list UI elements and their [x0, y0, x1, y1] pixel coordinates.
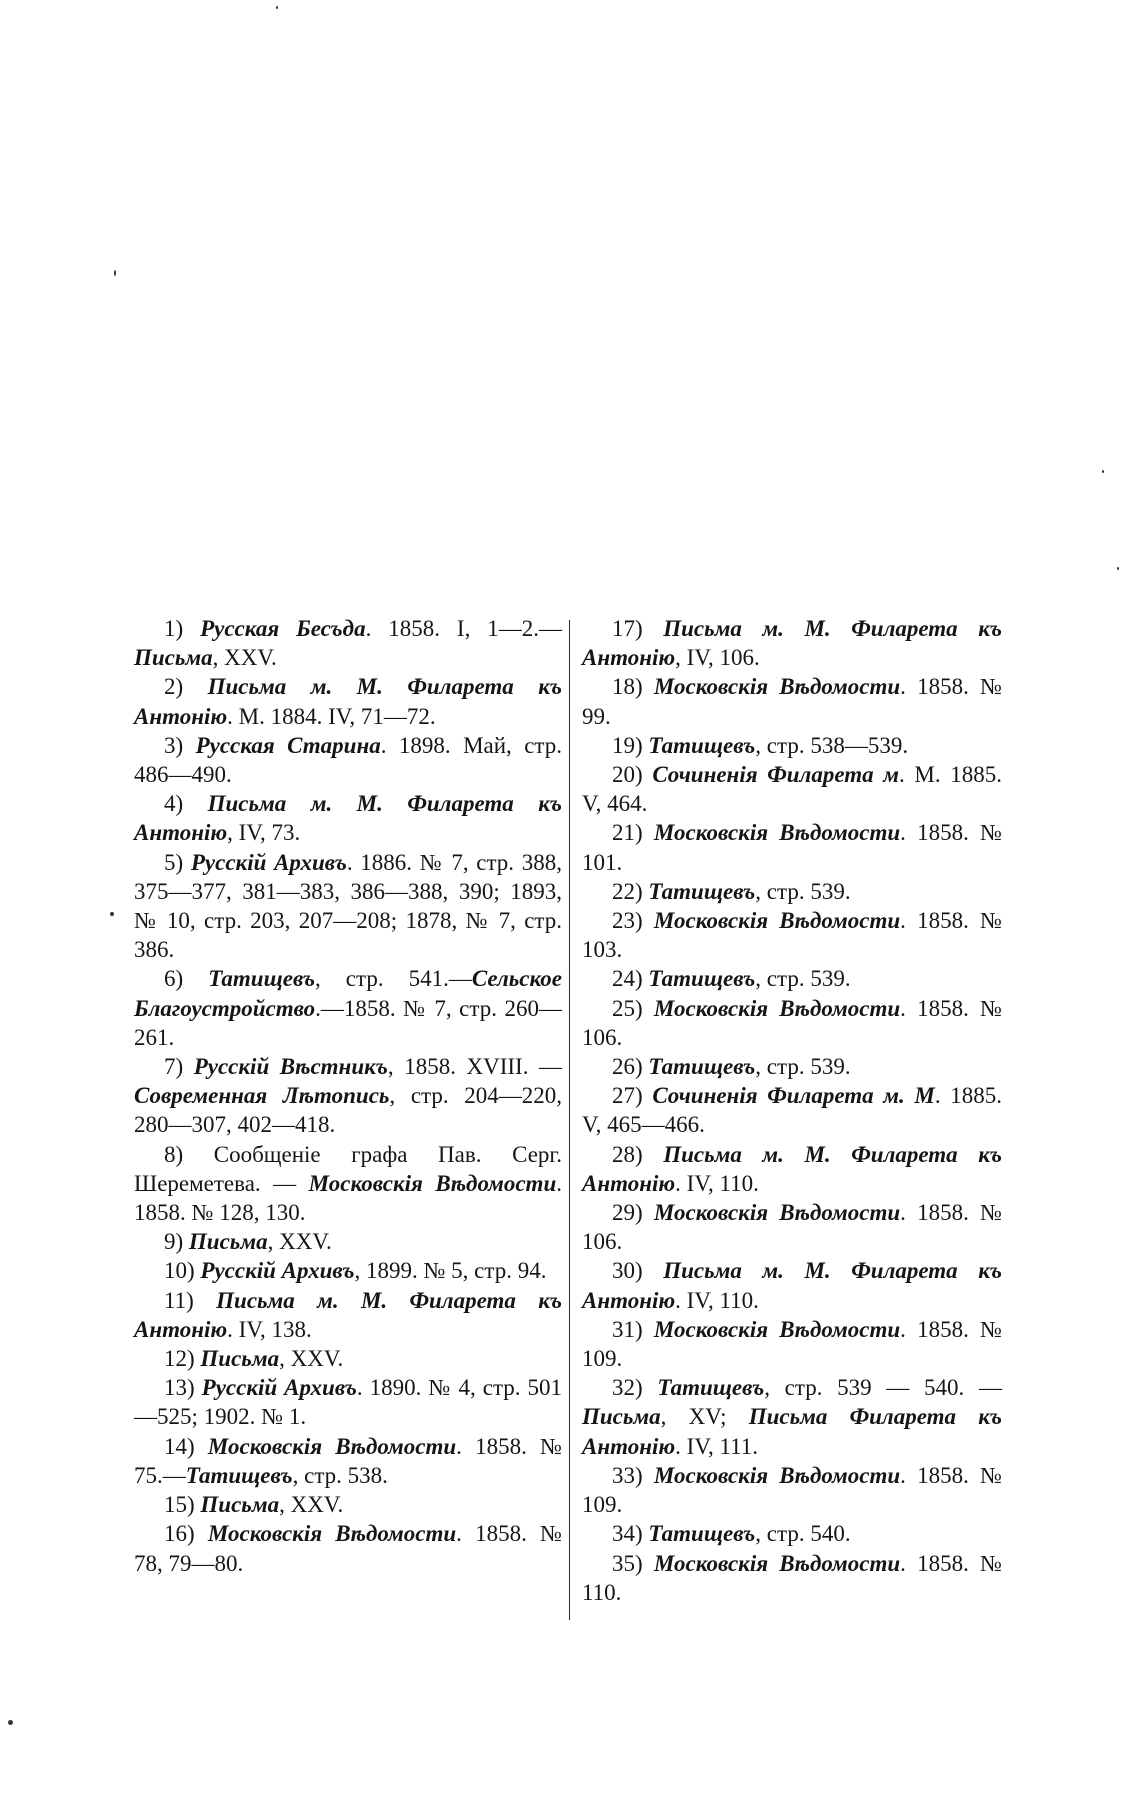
footnote-number: 4): [164, 791, 184, 817]
footnote-number: 8): [164, 1141, 184, 1167]
footnote-title: Татищевъ: [648, 1521, 756, 1547]
footnote-entry: [134, 1286, 562, 1344]
footnote-number: 10): [164, 1258, 195, 1284]
footnote-title: Письма м. М. Филарета къ Антонію: [582, 1141, 1002, 1196]
footnote-number: 22): [612, 878, 643, 904]
footnote-title: Письма: [188, 1229, 268, 1255]
footnote-title: Московскія Вѣдомости: [653, 1200, 901, 1226]
footnote-number: 24): [612, 966, 643, 992]
footnote-title: Московскія Вѣдомости: [207, 1433, 457, 1459]
footnote-number: 32): [612, 1375, 643, 1401]
footnote-text: , XXV.: [279, 1492, 344, 1518]
footnote-title: Письма м. М. Филарета къ Антонію: [134, 674, 562, 729]
footnote-title: Письма: [582, 1404, 661, 1430]
footnote-text: , XV;: [660, 1404, 749, 1430]
footnote-title: Московскія Вѣдомости: [207, 1521, 457, 1547]
footnote-entry: [134, 964, 562, 1052]
footnote-text: .—1858. № 7, стр. 260—261.: [134, 995, 562, 1050]
footnote-title: Письма: [200, 1492, 280, 1518]
footnote-entry: [582, 994, 1002, 1052]
footnote-entry: [582, 1256, 1002, 1314]
footnote-title: Русскій Архивъ: [190, 849, 347, 875]
footnote-number: 7): [164, 1054, 184, 1080]
footnote-entry: [582, 672, 1002, 730]
footnote-text: . 1858. № 109.: [582, 1462, 1002, 1518]
footnotes-left-column: [134, 614, 562, 1578]
footnote-number: 31): [612, 1316, 643, 1342]
footnote-number: 29): [612, 1200, 643, 1226]
footnote-entry: [582, 614, 1002, 672]
footnote-text: . IV, 110.: [675, 1170, 759, 1196]
footnote-text: , XXV.: [212, 645, 277, 671]
footnote-text: . М. 1884. IV, 71—72.: [227, 703, 436, 729]
footnote-number: 35): [612, 1550, 643, 1576]
footnote-number: 17): [612, 616, 643, 641]
footnote-entry: [582, 1549, 1002, 1607]
footnote-title: Московскія Вѣдомости: [653, 1462, 901, 1488]
scan-speck: [110, 912, 114, 916]
footnote-text: . 1858. № 99.: [582, 674, 1002, 729]
footnote-title: Письма м. М. Филарета къ Антонію: [134, 1287, 562, 1342]
footnote-title: Татищевъ: [185, 1462, 293, 1488]
footnote-text: . 1898. Май, стр. 486—490.: [134, 732, 562, 788]
scan-speck: [1102, 470, 1104, 473]
footnote-number: 13): [164, 1375, 195, 1401]
footnote-number: 28): [612, 1141, 643, 1167]
footnote-entry: [582, 1198, 1002, 1256]
footnote-title: Московскія Вѣдомости: [308, 1170, 557, 1196]
footnote-text: . 1890. № 4, стр. 501—525; 1902. № 1.: [134, 1375, 563, 1430]
footnote-title: Московскія Вѣдомости: [653, 995, 901, 1021]
footnote-title: Татищевъ: [648, 966, 756, 992]
footnote-text: . 1885. V, 465—466.: [582, 1083, 1003, 1138]
scan-speck: [1117, 567, 1119, 570]
footnote-title: Русскій Вѣстникъ: [193, 1054, 388, 1080]
footnote-text: , стр. 204—220, 280—307, 402—418.: [134, 1083, 562, 1138]
footnote-text: , стр. 541.—: [315, 966, 472, 992]
scan-speck: [276, 6, 278, 9]
footnote-entry: [582, 818, 1002, 876]
footnote-number: 15): [164, 1492, 195, 1518]
footnote-number: 23): [612, 908, 643, 934]
footnote-number: 20): [612, 762, 643, 788]
footnote-text: . IV, 110.: [675, 1287, 759, 1313]
footnote-title: Русскій Архивъ: [200, 1258, 355, 1284]
footnote-entry: [134, 1373, 562, 1431]
footnote-title: Сочиненія Филарета м. М: [652, 1083, 935, 1109]
footnote-number: 30): [612, 1258, 643, 1284]
footnote-entry: [134, 789, 562, 847]
footnote-title: Московскія Вѣдомости: [653, 908, 901, 934]
footnote-text: , XXV.: [279, 1346, 344, 1372]
footnote-text: , IV, 106.: [675, 645, 760, 671]
footnote-text: . 1858. № 106.: [582, 1200, 1002, 1255]
footnote-number: 25): [612, 995, 643, 1021]
footnote-entry: [134, 1140, 562, 1228]
footnote-number: 33): [612, 1462, 643, 1488]
footnote-title: Письма: [134, 645, 213, 671]
footnote-text: , 1858. XVIII. —: [387, 1054, 562, 1080]
footnote-number: 21): [612, 820, 643, 846]
footnote-number: 3): [164, 732, 184, 758]
footnote-text: . 1858. № 110.: [582, 1550, 1002, 1605]
footnote-entry: [582, 1519, 1002, 1548]
footnote-text: , стр. 539.: [755, 878, 851, 904]
footnotes-right-column: [582, 614, 1002, 1607]
footnote-title: Татищевъ: [648, 732, 756, 758]
footnote-text: , стр. 538—539.: [755, 732, 909, 758]
footnote-text: . 1886. № 7, стр. 388, 375—377, 381—383, 386—388, 390; 1893, № 10, стр. 203, 207—208; 1878, № 7, стр. 386.: [134, 849, 563, 963]
footnote-entry: [134, 1227, 562, 1256]
footnote-number: 34): [612, 1521, 643, 1547]
footnote-title: Письма: [200, 1346, 280, 1372]
footnote-title: Татищевъ: [208, 966, 316, 992]
footnote-entry: [582, 1315, 1002, 1373]
footnote-entry: [582, 731, 1002, 760]
footnote-text: , стр. 539.: [755, 1054, 851, 1080]
footnote-text: . IV, 111.: [675, 1433, 759, 1459]
footnote-number: 5): [164, 849, 184, 875]
footnote-title: Русскій Архивъ: [201, 1375, 357, 1401]
footnote-text: . 1858. № 78, 79—80.: [134, 1521, 562, 1576]
footnote-text: , стр. 538.: [292, 1462, 388, 1488]
footnote-text: . 1858. № 109.: [582, 1316, 1002, 1372]
footnote-text: . М. 1885. V, 464.: [582, 762, 1003, 817]
footnote-number: 11): [164, 1287, 194, 1313]
footnote-title: Современная Лѣтопись: [134, 1083, 390, 1109]
footnote-text: , стр. 539 — 540. —: [764, 1375, 1003, 1401]
footnote-number: 18): [612, 674, 643, 700]
footnote-text: . 1858. I, 1—2.—: [365, 616, 562, 641]
footnote-text: . 1858. № 106.: [582, 995, 1002, 1050]
footnote-title: Московскія Вѣдомости: [653, 820, 901, 846]
footnote-text: . IV, 138.: [227, 1316, 312, 1342]
footnote-entry: [134, 1519, 562, 1577]
footnote-entry: [134, 1052, 562, 1140]
footnote-entry: [134, 1432, 562, 1490]
footnote-entry: [134, 848, 562, 965]
footnote-title: Письма м. М. Филарета къ Антонію: [134, 791, 562, 846]
footnote-number: 16): [164, 1521, 195, 1547]
footnote-number: 14): [164, 1433, 195, 1459]
footnote-number: 1): [164, 616, 184, 641]
footnote-entry: [582, 1081, 1002, 1139]
footnote-entry: [582, 964, 1002, 993]
scan-speck: [8, 1720, 13, 1725]
footnote-entry: [134, 1490, 562, 1519]
column-divider: [569, 620, 570, 1620]
footnote-title: Письма м. М. Филарета къ Антонію: [582, 616, 1002, 671]
footnote-title: Письма Филарета къ Антонію: [582, 1404, 1002, 1459]
footnote-entry: [582, 906, 1002, 964]
footnote-entry: [134, 614, 562, 672]
footnote-text: . 1858. № 128, 130.: [134, 1170, 562, 1226]
footnote-title: Письма м. М. Филарета къ Антонію: [582, 1258, 1002, 1313]
footnote-entry: [134, 1344, 562, 1373]
footnote-entry: [582, 1052, 1002, 1081]
footnote-number: 27): [612, 1083, 643, 1109]
footnote-entry: [134, 672, 562, 730]
footnote-number: 2): [164, 674, 184, 700]
footnote-entry: [134, 1256, 562, 1285]
footnote-text: , стр. 540.: [755, 1521, 851, 1547]
footnote-title: Сельское Благоустройство: [134, 966, 563, 1021]
footnote-title: Русская Старина: [195, 732, 381, 758]
footnote-number: 19): [612, 732, 643, 758]
footnote-title: Татищевъ: [657, 1375, 765, 1401]
footnote-text: Сообщеніе графа Пав. Серг. Шереметева. —: [134, 1141, 562, 1196]
footnote-title: Сочиненія Филарета м: [652, 762, 900, 788]
footnote-title: Татищевъ: [648, 878, 756, 904]
footnote-number: 26): [612, 1054, 643, 1080]
footnote-title: Русская Бесъда: [200, 616, 366, 641]
footnote-entry: [582, 1140, 1002, 1198]
footnote-title: Московскія Вѣдомости: [653, 1550, 901, 1576]
footnote-entry: [582, 760, 1002, 818]
footnote-text: . 1858. № 75.—: [134, 1433, 562, 1488]
footnote-text: , IV, 73.: [227, 820, 301, 846]
footnote-text: , 1899. № 5, стр. 94.: [354, 1258, 547, 1284]
footnote-title: Московскія Вѣдомости: [653, 1316, 901, 1342]
footnote-entry: [582, 1461, 1002, 1519]
footnote-text: . 1858. № 101.: [582, 820, 1002, 875]
footnote-title: Татищевъ: [648, 1054, 756, 1080]
footnote-text: , стр. 539.: [755, 966, 851, 992]
footnote-number: 12): [164, 1346, 195, 1372]
footnote-entry: [134, 731, 562, 789]
footnote-entry: [582, 877, 1002, 906]
footnote-text: . 1858. № 103.: [582, 908, 1002, 963]
footnote-number: 6): [164, 966, 184, 992]
footnote-title: Московскія Вѣдомости: [653, 674, 901, 700]
footnote-number: 9): [164, 1229, 184, 1255]
footnote-entry: [582, 1373, 1002, 1461]
footnote-text: , XXV.: [267, 1229, 332, 1255]
scan-speck: [114, 270, 116, 276]
